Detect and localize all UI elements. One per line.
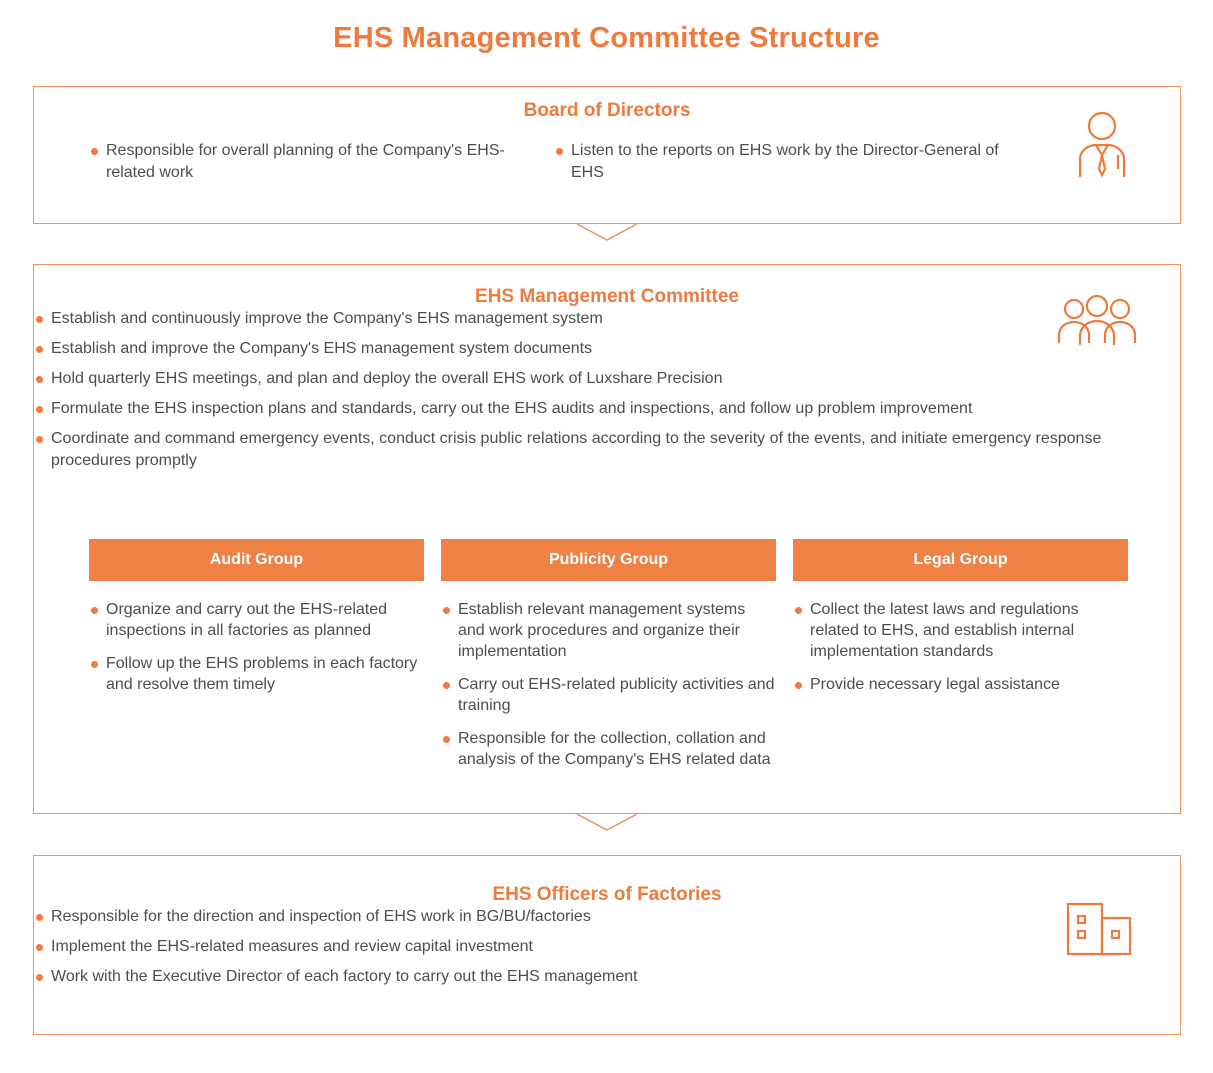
list-item: Carry out EHS-related publicity activities and training xyxy=(441,674,776,716)
board-column-right xyxy=(544,140,999,192)
board-left-list xyxy=(89,140,544,184)
committee-title: EHS Management Committee xyxy=(475,286,739,307)
list-item: Coordinate and command emergency events, conduct crisis public relations according to the severity of the events, and initiate emergency response procedures promptly xyxy=(34,428,1180,472)
list-item: Responsible for overall planning of the Company's EHS-related work xyxy=(89,140,544,184)
audit-group-list xyxy=(89,599,424,695)
list-item: Collect the latest laws and regulations related to EHS, and establish internal implementation standards xyxy=(793,599,1128,662)
board-of-directors-panel xyxy=(33,86,1181,224)
list-item: Formulate the EHS inspection plans and standards, carry out the EHS audits and inspections, and follow up problem improvement xyxy=(34,398,1180,420)
group-header-publicity: Publicity Group xyxy=(441,539,776,581)
list-item: Establish relevant management systems and work procedures and organize their implementation xyxy=(441,599,776,662)
list-item: Establish and improve the Company's EHS management system documents xyxy=(34,338,1180,360)
officers-title: EHS Officers of Factories xyxy=(492,884,722,905)
list-item: Establish and continuously improve the Company's EHS management system xyxy=(34,308,1180,330)
list-item: Hold quarterly EHS meetings, and plan and deploy the overall EHS work of Luxshare Precision xyxy=(34,368,1180,390)
page-title: EHS Management Committee Structure xyxy=(333,22,880,54)
connector-chevron-top xyxy=(577,224,637,246)
legal-group-list xyxy=(793,599,1128,695)
officers-list xyxy=(34,906,1180,988)
list-item: Provide necessary legal assistance xyxy=(793,674,1128,695)
ehs-officers-panel xyxy=(33,855,1181,1035)
board-title: Board of Directors xyxy=(523,100,691,121)
connector-chevron-bottom xyxy=(577,814,637,836)
group-body-legal xyxy=(793,581,1128,695)
group-header-audit: Audit Group xyxy=(89,539,424,581)
group-audit xyxy=(89,539,424,782)
group-publicity xyxy=(441,539,776,782)
publicity-group-list xyxy=(441,599,776,770)
committee-list xyxy=(34,308,1180,472)
list-item: Responsible for the direction and inspection of EHS work in BG/BU/factories xyxy=(34,906,1180,928)
list-item: Responsible for the collection, collation and analysis of the Company's EHS related data xyxy=(441,728,776,770)
board-columns xyxy=(34,140,1180,192)
ehs-management-committee-panel xyxy=(33,264,1181,814)
list-item: Listen to the reports on EHS work by the Director-General of EHS xyxy=(554,140,999,184)
list-item: Organize and carry out the EHS-related inspections in all factories as planned xyxy=(89,599,424,641)
list-item: Work with the Executive Director of each factory to carry out the EHS management xyxy=(34,966,1180,988)
group-header-legal: Legal Group xyxy=(793,539,1128,581)
group-legal xyxy=(793,539,1128,782)
list-item: Follow up the EHS problems in each factory and resolve them timely xyxy=(89,653,424,695)
board-column-left xyxy=(89,140,544,192)
person-tie-icon xyxy=(1066,109,1138,186)
board-right-list xyxy=(554,140,999,184)
group-body-publicity xyxy=(441,581,776,770)
group-body-audit xyxy=(89,581,424,695)
list-item: Implement the EHS-related measures and review capital investment xyxy=(34,936,1180,958)
working-groups-row xyxy=(89,539,1129,782)
